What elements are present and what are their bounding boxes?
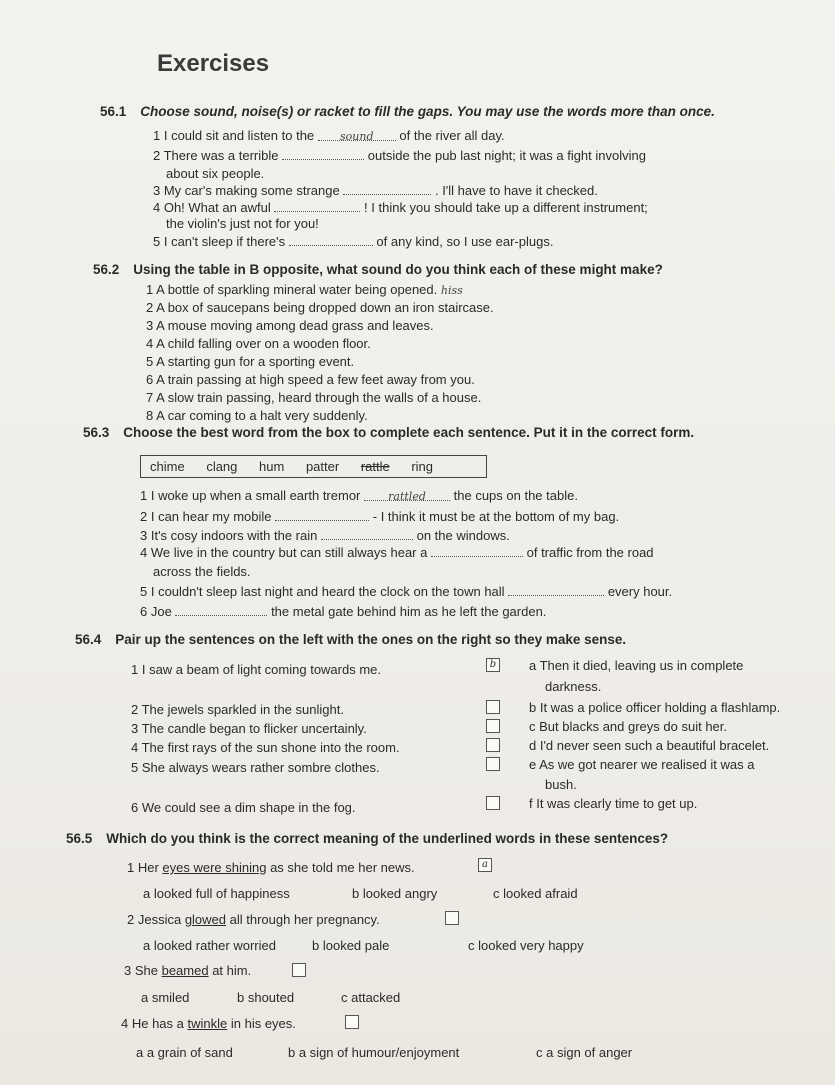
match-box-3[interactable] — [486, 719, 500, 733]
right-sentence-e: e As we got nearer we realised it was a — [529, 757, 755, 772]
answer-text: sound — [340, 130, 374, 143]
item-6: 6 A train passing at high speed a few feet away from you. — [146, 372, 475, 387]
exercise-number: 56.2 — [93, 262, 120, 277]
item-5: 5 A starting gun for a sporting event. — [146, 354, 355, 369]
option-4b: b a sign of humour/enjoyment — [288, 1045, 460, 1060]
instruction: Pair up the sentences on the left with the ones on the right so they make sense. — [115, 632, 627, 647]
word-clang: clang — [206, 459, 238, 474]
option-4a: a a grain of sand — [136, 1045, 233, 1060]
instruction: Choose sound, noise(s) or racket to fill the gaps. You may use the words more than once. — [140, 104, 715, 119]
sentence-text: 5 I couldn't sleep last night and heard the clock on the town hall — [140, 584, 505, 599]
answer-blank[interactable] — [274, 199, 360, 212]
sentence-text: on the windows. — [416, 528, 510, 543]
sentence-5 — [153, 233, 553, 249]
right-sentence-f: f It was clearly time to get up. — [529, 796, 698, 811]
exercise-number: 56.5 — [66, 831, 93, 846]
sentence-text: - I think it must be at the bottom of my bag. — [372, 509, 620, 524]
underlined-words: beamed — [161, 963, 209, 978]
underlined-words: glowed — [184, 912, 227, 927]
sentence-4 — [153, 199, 648, 215]
question-text: 2 Jessica — [127, 912, 185, 927]
sentence-text: 3 My car's making some strange — [153, 183, 340, 198]
match-box-2[interactable] — [486, 700, 500, 714]
answer-text[interactable]: hiss — [440, 284, 463, 297]
answer-blank[interactable] — [343, 182, 431, 195]
answer-blank[interactable] — [321, 527, 413, 540]
match-box-6[interactable] — [486, 796, 500, 810]
option-2c: c looked very happy — [468, 938, 584, 953]
answer-blank[interactable] — [431, 544, 523, 557]
left-sentence-6: 6 We could see a dim shape in the fog. — [131, 800, 356, 815]
underlined-words: twinkle — [187, 1016, 228, 1031]
word-patter: patter — [305, 459, 340, 474]
answer-blank[interactable] — [318, 128, 396, 141]
sentence-2-cont: about six people. — [166, 166, 265, 181]
sentence-text: 1 I woke up when a small earth tremor — [140, 488, 361, 503]
question-text: all through her pregnancy. — [226, 912, 380, 927]
answer-box-3[interactable] — [292, 963, 306, 977]
answer-blank[interactable] — [364, 488, 450, 501]
sentence-text: of the river all day. — [399, 128, 505, 143]
right-sentence-d: d I'd never seen such a beautiful bracelet. — [529, 738, 770, 753]
sentence-5 — [140, 583, 672, 599]
match-box-5[interactable] — [486, 757, 500, 771]
exercise-56-3-heading — [83, 425, 694, 440]
question-text: in his eyes. — [227, 1016, 296, 1031]
option-1c: c looked afraid — [493, 886, 578, 901]
left-sentence-1: 1 I saw a beam of light coming towards me. — [131, 662, 382, 677]
word-hum: hum — [259, 459, 285, 474]
word-ring: ring — [411, 459, 434, 474]
sentence-6 — [140, 603, 546, 619]
option-1b: b looked angry — [352, 886, 438, 901]
answer-box-4[interactable] — [345, 1015, 359, 1029]
option-3b: b shouted — [237, 990, 295, 1005]
sentence-2 — [153, 147, 646, 163]
sentence-text: the cups on the table. — [453, 488, 578, 503]
answer-blank[interactable] — [275, 508, 369, 521]
right-sentence-a-cont: darkness. — [545, 679, 602, 694]
question-text: as she told me her news. — [266, 860, 415, 875]
option-2b: b looked pale — [312, 938, 390, 953]
item-2: 2 A box of saucepans being dropped down an iron staircase. — [146, 300, 494, 315]
exercise-number: 56.1 — [100, 104, 127, 119]
item-1 — [146, 282, 463, 297]
sentence-text: outside the pub last night; it was a fight involving — [367, 148, 646, 163]
left-sentence-3: 3 The candle began to flicker uncertainly. — [131, 721, 367, 736]
sentence-text: of traffic from the road — [526, 545, 654, 560]
sentence-text: 6 Joe — [140, 604, 172, 619]
question-1 — [127, 860, 415, 875]
sentence-3 — [140, 527, 510, 543]
page-title: Exercises — [157, 50, 270, 77]
sentence-text: every hour. — [607, 584, 673, 599]
instruction: Using the table in B opposite, what sound do you think each of these might make? — [133, 262, 663, 277]
sentence-2 — [140, 508, 619, 524]
question-4 — [121, 1016, 296, 1031]
question-text: at him. — [208, 963, 252, 978]
option-2a: a looked rather worried — [143, 938, 276, 953]
question-3 — [124, 963, 251, 978]
question-text: 1 Her — [127, 860, 163, 875]
left-sentence-4: 4 The first rays of the sun shone into the room. — [131, 740, 400, 755]
word-chime: chime — [150, 459, 185, 474]
option-1a: a looked full of happiness — [143, 886, 290, 901]
answer-blank[interactable] — [289, 233, 373, 246]
instruction: Choose the best word from the box to complete each sentence. Put it in the correct form. — [123, 425, 695, 440]
left-sentence-5: 5 She always wears rather sombre clothes. — [131, 760, 380, 775]
right-sentence-a: a Then it died, leaving us in complete — [529, 658, 744, 673]
question-text: 4 He has a — [121, 1016, 188, 1031]
sentence-text: of any kind, so I use ear-plugs. — [376, 234, 554, 249]
sentence-text: . I'll have to have it checked. — [434, 183, 598, 198]
answer-box-1[interactable]: a — [478, 858, 492, 872]
sentence-text: the metal gate behind him as he left the garden. — [271, 604, 547, 619]
sentence-1 — [153, 128, 505, 143]
right-sentence-e-cont: bush. — [545, 777, 577, 792]
exercise-number: 56.3 — [83, 425, 110, 440]
exercise-56-4-heading — [75, 632, 626, 647]
word-box — [140, 455, 487, 478]
instruction: Which do you think is the correct meaning of the underlined words in these sentences? — [106, 831, 669, 846]
item-7: 7 A slow train passing, heard through the walls of a house. — [146, 390, 482, 405]
exercise-56-1-heading — [100, 104, 715, 119]
exercise-56-5-heading — [66, 831, 668, 846]
sentence-text: 4 We live in the country but can still always hear a — [140, 545, 428, 560]
question-2 — [127, 912, 380, 927]
item-3: 3 A mouse moving among dead grass and leaves. — [146, 318, 434, 333]
answer-blank[interactable] — [175, 603, 267, 616]
underlined-words: eyes were shining — [162, 860, 267, 875]
sentence-4 — [140, 544, 654, 560]
sentence-text: 2 I can hear my mobile — [140, 509, 272, 524]
sentence-text: 5 I can't sleep if there's — [153, 234, 286, 249]
item-4: 4 A child falling over on a wooden floor. — [146, 336, 371, 351]
option-4c: c a sign of anger — [536, 1045, 633, 1060]
sentence-4-cont: across the fields. — [153, 564, 251, 579]
sentence-text: ! I think you should take up a different instrument; — [364, 200, 648, 215]
item-text: 1 A bottle of sparkling mineral water being opened. — [146, 282, 438, 297]
question-text: 3 She — [124, 963, 162, 978]
sentence-4-cont: the violin's just not for you! — [166, 216, 319, 231]
sentence-text: 4 Oh! What an awful — [153, 200, 271, 215]
right-sentence-b: b It was a police officer holding a flashlamp. — [529, 700, 781, 715]
sentence-1 — [140, 488, 578, 503]
left-sentence-2: 2 The jewels sparkled in the sunlight. — [131, 702, 344, 717]
item-8: 8 A car coming to a halt very suddenly. — [146, 408, 368, 423]
sentence-text: 3 It's cosy indoors with the rain — [140, 528, 318, 543]
answer-blank[interactable] — [282, 147, 364, 160]
sentence-text: 1 I could sit and listen to the — [153, 128, 315, 143]
sentence-3 — [153, 182, 598, 198]
exercise-56-2-heading — [93, 262, 663, 277]
exercise-number: 56.4 — [75, 632, 102, 647]
match-box-4[interactable] — [486, 738, 500, 752]
sentence-text: 2 There was a terrible — [153, 148, 279, 163]
answer-text: rattled — [388, 490, 426, 503]
option-3c: c attacked — [341, 990, 401, 1005]
right-sentence-c: c But blacks and greys do suit her. — [529, 719, 727, 734]
match-box-1[interactable]: b — [486, 658, 500, 672]
answer-blank[interactable] — [508, 583, 604, 596]
answer-box-2[interactable] — [445, 911, 459, 925]
word-rattle: rattle — [360, 459, 390, 474]
option-3a: a smiled — [141, 990, 190, 1005]
